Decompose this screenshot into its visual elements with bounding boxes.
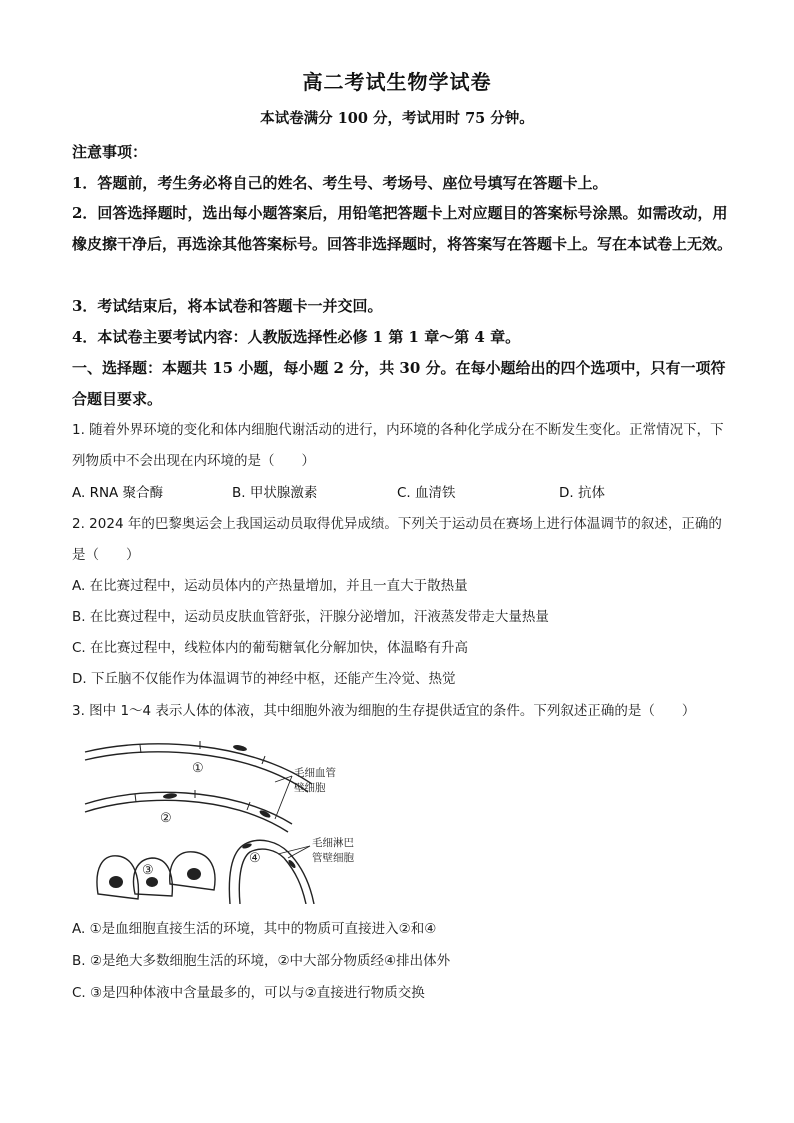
question-2-option-b: B. 在比赛过程中，运动员皮肤血管舒张，汗腺分泌增加，汗液蒸发带走大量热量 <box>72 609 549 625</box>
question-1-option-d: D. 抗体 <box>559 485 605 501</box>
notice-heading: 注意事项： <box>72 143 148 161</box>
question-3-stem: 3. 图中 1～4 表示人体的体液，其中细胞外液为细胞的生存提供适宜的条件。下列叙述正确的是（ ） <box>72 703 696 719</box>
body-fluid-figure <box>80 734 380 904</box>
question-1-options <box>72 481 732 503</box>
section-heading: 一、选择题：本题共 15 小题，每小题 2 分，共 30 分。在每小题给出的四个选项中，只有一项符合题目要求。 <box>72 359 726 408</box>
question-1-option-c: C. 血清铁 <box>397 485 456 501</box>
label-lymph-line-1: 毛细淋巴 <box>312 837 354 849</box>
question-3-option-b: B. ②是绝大多数细胞生活的环境，②中大部分物质经④排出体外 <box>72 953 451 969</box>
question-1-stem: 1. 随着外界环境的变化和体内细胞代谢活动的进行，内环境的各种化学成分在不断发生变化。正常情况下，下列物质中不会出现在内环境的是（ ） <box>72 422 724 469</box>
label-capillary-line-1: 毛细血管 <box>294 767 336 779</box>
marker-1: ① <box>192 761 204 776</box>
marker-2: ② <box>160 811 172 826</box>
question-1-option-a: A. RNA 聚合酶 <box>72 485 164 501</box>
question-2-stem: 2. 2024 年的巴黎奥运会上我国运动员取得优异成绩。下列关于运动员在赛场上进行体温调节的叙述，正确的是（ ） <box>72 516 722 563</box>
notice-item-4: 4．本试卷主要考试内容：人教版选择性必修 1 第 1 章～第 4 章。 <box>72 328 521 346</box>
question-3-option-c: C. ③是四种体液中含量最多的，可以与②直接进行物质交换 <box>72 985 425 1001</box>
question-2-option-a: A. 在比赛过程中，运动员体内的产热量增加，并且一直大于散热量 <box>72 578 468 594</box>
question-1-option-b: B. 甲状腺激素 <box>232 485 318 501</box>
marker-3: ③ <box>142 863 154 878</box>
body-fluid-diagram <box>80 734 380 904</box>
exam-subtitle: 本试卷满分 100 分，考试用时 75 分钟。 <box>260 110 534 127</box>
notice-item-2: 2．回答选择题时，选出每小题答案后，用铅笔把答题卡上对应题目的答案标号涂黑。如需改动，用橡皮擦干净后，再选涂其他答案标号。回答非选择题时，将答案写在答题卡上。写在本试卷上无效。 <box>72 204 733 253</box>
notice-item-1: 1．答题前，考生务必将自己的姓名、考生号、考场号、座位号填写在答题卡上。 <box>72 174 608 192</box>
notice-item-3: 3．考试结束后，将本试卷和答题卡一并交回。 <box>72 297 383 315</box>
marker-4: ④ <box>249 851 261 866</box>
page-title: 高二考试生物学试卷 <box>302 70 492 94</box>
label-capillary-line-2: 壁细胞 <box>294 782 326 794</box>
question-2-option-d: D. 下丘脑不仅能作为体温调节的神经中枢，还能产生冷觉、热觉 <box>72 671 456 687</box>
label-lymph-line-2: 管壁细胞 <box>312 852 354 864</box>
question-3-option-a: A. ①是血细胞直接生活的环境，其中的物质可直接进入②和④ <box>72 921 437 937</box>
question-2-option-c: C. 在比赛过程中，线粒体内的葡萄糖氧化分解加快，体温略有升高 <box>72 640 469 656</box>
